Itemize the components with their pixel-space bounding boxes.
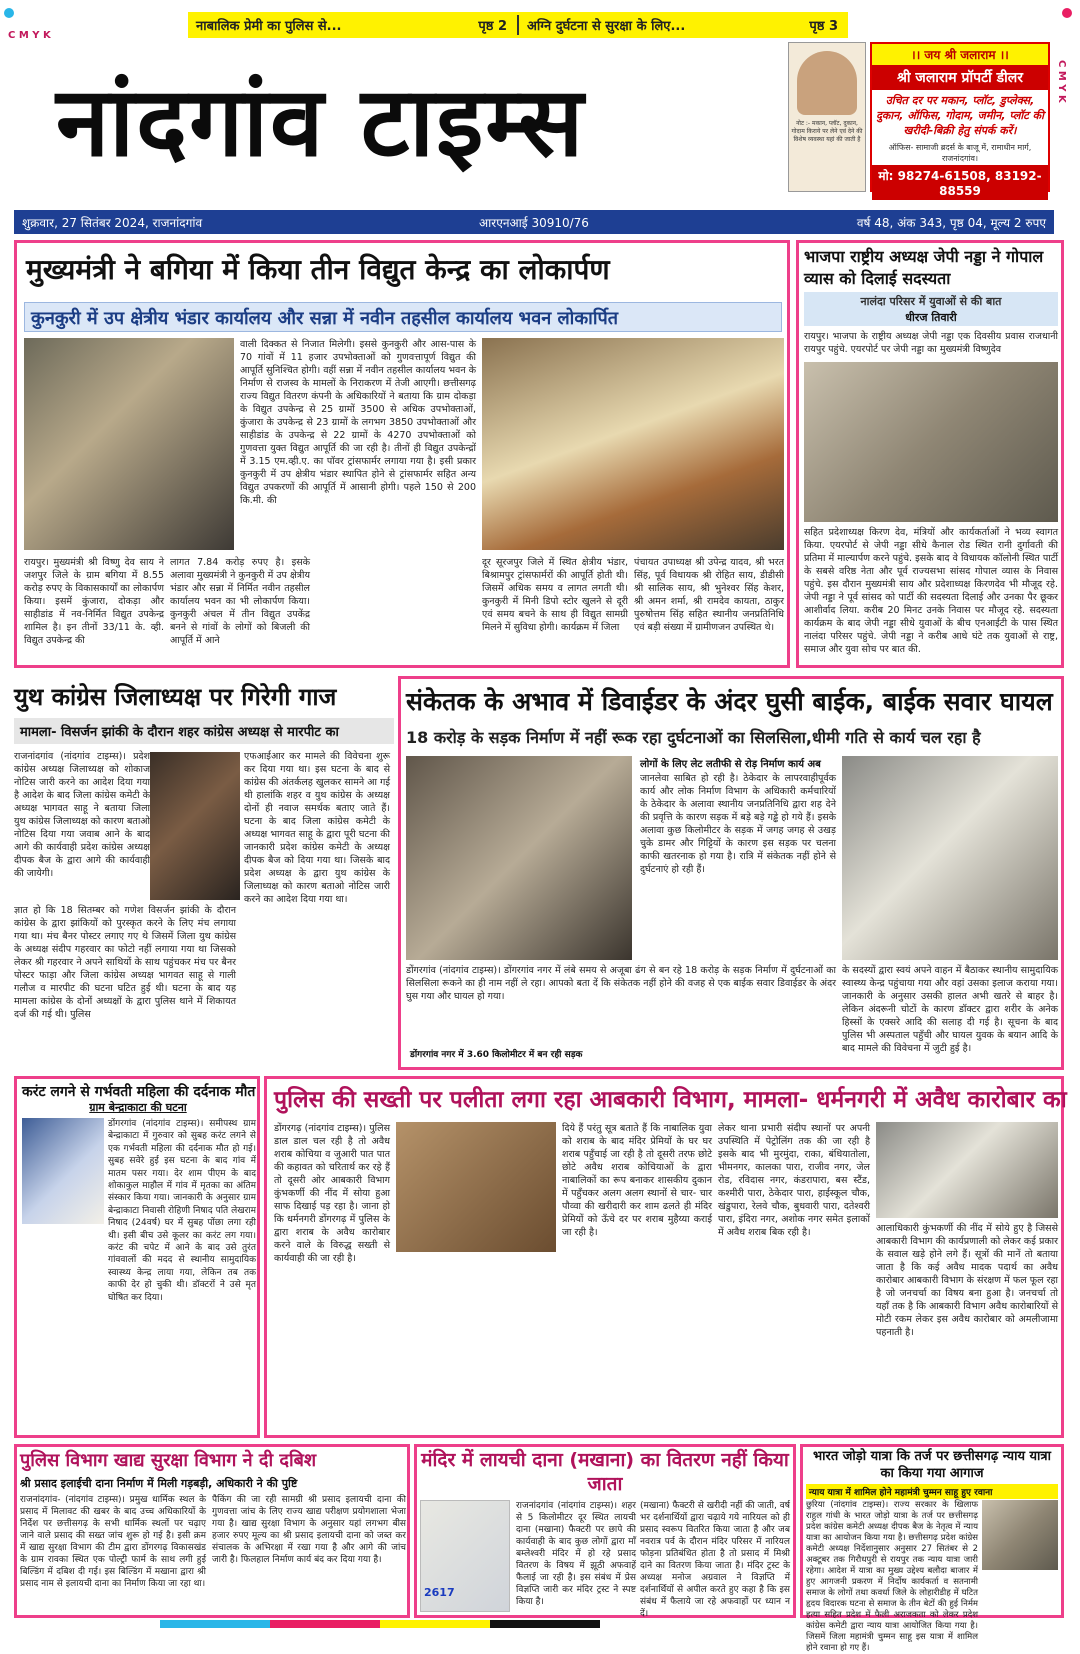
color-bar-magenta <box>270 1620 380 1628</box>
story6-col1: डोंगरगढ़ (नांदगांव टाइम्स)। पुलिस डाल डाल चल रही है तो अवैध शराब कोचिया व जुआरी पात पात की कहावत को चरितार्थ कर रहे हैं तो दूसरी ओर आबकारी विभाग कुंभकर्णी की नींद में सोया हुआ साफ दिखाई पड़ रहा है। जाना हो कि धर्मनगरी डोंगरगढ़ में पुलिस के द्वारा शराब के अवैध कारोबार करने वाले के विरुद्ध सख्ती से कार्यवाही की जा रही है। <box>274 1123 390 1264</box>
story7-subheadline: श्री प्रसाद इलाईची दाना निर्माण में मिली गड़बड़ी, अधिकारी ने की पुष्टि <box>20 1477 298 1490</box>
story8-stamp-number: 2617 <box>424 1586 455 1599</box>
portrait-note: नोट :- मकान, प्लॉट, दुकान, गोदाम किराये पर लेने एवं देने की विशेष व्यवस्था यहां की जाती है <box>791 120 863 143</box>
story6-col2: दिये हैं परंतु सूत्र बताते हैं कि नाबालिक युवा को शराब के बाद मंदिर प्रेमियों के घर घर शराब पहुँचाई जा रही है तो दूसरी तरफ छोटे छोटे अवैध शराब कोचियाओं के द्वारा नाबालिकों का रूप बनाकर शासकीय दुकान में पहुँचकर अलग अलग स्थानों से चार- चार पौव्वा की खरीदारी कर शाम ढलते ही मंदिर प्रेमियों को ऊँचे दर पर शराब मुहैय्या कराई जा रही है। <box>562 1123 712 1238</box>
story1-col2: लागत 7.84 करोड़ रुपए है। इसके अलावा मुख्यमंत्री ने कुनकुरी में उप क्षेत्रीय भंडार और सन्ना में निर्मित नवीन तहसील कार्यालय भवन का भी लोकार्पण किया। कुनकुरी अंचल में तीन विद्युत उपकेंद्र बनने से गांवों के लोगों को बिजली की आपूर्ति में आने <box>170 557 310 646</box>
cmyk-mark-left: C M Y K <box>8 30 51 41</box>
story2-text-top: रायपुर। भाजपा के राष्ट्रीय अध्यक्ष जेपी नड्डा एक दिवसीय प्रवास राजधानी रायपुर पहुंचे. एयरपोर्ट पर जेपी नड्डा का मुख्यमंत्री विष्णुदेव <box>804 331 1058 355</box>
story7-col2: पैकिंग की जा रही सामग्री श्री प्रसाद इलायची दाना की गुणवत्ता जांच के लिए राज्य खाद्य परीक्षण प्रयोगशाला भेजा गया है। खाद्य सुरक्षा विभाग के अनुसार यहां लगभग बीस हजार रुपए मूल्य का श्री प्रसाद इलायची दाना को जब्त कर संचालक के अभिरक्षा में रखा गया है और आगे की जांच जारी है। फिलहाल निर्माण कार्य बंद कर दिया गया है। <box>212 1495 406 1565</box>
story7-headline[interactable]: पुलिस विभाग खाद्य सुरक्षा विभाग ने दी दबिश <box>20 1450 317 1471</box>
story4-col1: डोंगरगांव (नांदगांव टाइम्स)। डोंगरगांव नगर में लंबे समय से अजूबा ढंग से बन रहे 18 करोड़ के सड़क निर्माण में दुर्घटनाओं का सिलसिला रूकने का ही नाम नहीं ले रहा। आपको बता दें कि संकेतक नहीं होने की वजह से एक बाईक सवार डिवाईडर के अंदर घुस गया और घायल हो गया। <box>406 965 836 1002</box>
cmyk-mark-right: C M Y K <box>1056 60 1067 103</box>
ad-phone: मो: 98274-61508, 83192-88559 <box>872 165 1048 200</box>
story9-photo <box>982 1500 1058 1570</box>
story1-col1: रायपुर। मुख्यमंत्री श्री विष्णु देव साय ने जशपुर जिले के ग्राम बगिया में 8.55 करोड़ रुपए के विकासकार्यों का लोकार्पण किया। इसमें कुंजारा, दोकड़ा और साहीडांड में नव-निर्मित विद्युत उपकेन्द्र शामिल है। इन तीनों 33/11 के. व्ही. विद्युत उपकेन्द्र की <box>24 557 164 646</box>
story1-photo-plaques <box>24 338 234 550</box>
story6-col4: आलाधिकारी कुंभकर्णी की नींद में सोये हुए है जिससे आबकारी विभाग की कार्यप्रणाली को लेकर कई प्रकार के सवाल खड़े होने लगे हैं। सूत्रों की मानें तो बताया जाता है कि कई अवैध मादक पदार्थ का अवैध कारोबार आबकारी विभाग के संरक्षण में फल फूल रहा है जो जनचर्चा का विषय बना हुआ है। जनचर्चा तो यहाँ तक है कि आबकारी विभाग अवैध कारोबारियों से मोटी रकम लेकर इस अवैध कारोबार को अमलीजामा पहनाती है। <box>876 1223 1058 1338</box>
story4-headline[interactable]: संकेतक के अभाव में डिवाईडर के अंदर घुसी बाईक, बाईक सवार घायल <box>406 687 1053 716</box>
registration-dot-cyan <box>4 8 14 18</box>
story2-photo <box>804 362 1058 522</box>
issue-rni: आरएनआई 30910/76 <box>479 215 589 230</box>
story4-intro: लोगों के लिए लेट लतीफी से रोड़ निर्माण कार्य अब <box>640 759 821 770</box>
story2-subheadline: नालंदा परिसर में युवाओं से की बात <box>804 292 1058 310</box>
story8-col2: (मखाना) फैक्टरी से खरीदी नहीं की जाती, वर्ष भर दर्शनार्थियों द्वारा चढ़ाये गये नारियल को ही प्रसाद स्वरूप वितरित किया जाता है और जब नवरात्र पर्व के दौरान मंदिर परिसर में नारियल फोड़ना प्रतिबंधित होता है तो प्रसाद में मिश्री दाने का वितरण किया जाता है। मंदिर ट्रस्ट के अध्यक्ष मनोज अग्रवाल ने विज्ञप्ति में दर्शनार्थियों से अपील करते हुए कहा है कि इस संबंध में फैलाये जा रहे अफवाहों पर ध्यान न दें। <box>640 1501 790 1619</box>
story1-col5: पंचायत उपाध्यक्ष श्री उपेन्द्र यादव, श्री भरत सिंह, पूर्व विधायक श्री रोहित साय, डीडीसी श्री सालिक साय, श्री भुनेश्वर सिंह केशर, श्री अमन शर्मा, श्री रामदेव कायता, ठाकुर पुरुषोत्तम सिंह सहित स्थानीय जनप्रतिनिधि एवं बड़ी संख्या में ग्रामीणजन उपस्थित थे। <box>634 557 784 633</box>
color-bar-cyan <box>160 1620 270 1628</box>
teaser-left-text: नाबालिक प्रेमी का पुलिस से... <box>196 19 342 34</box>
teaser-right-page: पृष्ठ 3 <box>809 19 838 34</box>
issue-date: शुक्रवार, 27 सितंबर 2024, राजनांदगांव <box>22 215 203 230</box>
property-dealer-ad <box>870 42 1050 198</box>
story4-photo-road <box>842 756 1058 960</box>
story4-col2: जानलेवा साबित हो रही है। ठेकेदार के लापरवाहीपूर्वक कार्य और लोक निर्माण विभाग के अधिकारी कर्मचारियों के ठेकेदार के अलावा स्थानीय जनप्रतिनिधि द्वारा शह देने की प्रवृत्ति के कारण सड़क में बड़े बड़े गड्ढे हो गये हैं। इसके अलावा कुछ किलोमीटर के सड़क में जगह जगह से उखड़ चुके डामर और गिट्टियों के कारण इस सड़क पर चलना काफी खतरनाक हो गया है। रात्रि में संकेतक नहीं होने से दुर्घटनाएं हो रही हैं। <box>640 773 836 875</box>
story5-headline[interactable]: करंट लगने से गर्भवती महिला की दर्दनाक मौत <box>22 1084 256 1100</box>
registration-dot-magenta <box>1062 8 1072 18</box>
story5-photo <box>22 1118 104 1224</box>
story9-headline[interactable]: भारत जोड़ो यात्रा कि तर्ज पर छत्तीसगढ़ न्याय यात्रा का किया गया आगाज <box>813 1449 1051 1481</box>
story1-col3a: वाली दिक्कत से निजात मिलेगी। इससे कुनकुरी और आस-पास के 70 गांवों में 11 हजार उपभोक्ताओं को गुणवत्तापूर्ण विद्युत की आपूर्ति सुनिश्चित होगी। वहीं सन्ना में नवीन तहसील कार्यालय भवन के निर्माण से राजस्व के मामलों के निराकरण में तेजी आएगी। छत्तीसगढ़ राज्य विद्युत वितरण कंपनी के अधिकारियों ने बताया कि ग्राम दोकड़ा के विद्युत उपकेन्द्र से 25 ग्रामों 3500 से अधिक उपभोक्ताओं, कुंजारा के उपकेन्द्र से 23 ग्रामों के लगभग 3850 उपभोक्ताओं और साहीडांड के उपकेन्द्र से 22 ग्रामों के 4270 उपभोक्ताओं को गुणवत्ता युक्त विद्युत आपूर्ति की जा रही है। तीनों ही विद्युत उपकेन्द्रों में 3.15 एम.व्ही.ए. का पॉवर ट्रांसफार्मर लगाया गया है। इसी प्रकार कुनकुरी में उप क्षेत्रीय भंडार स्थापित होने से ट्रांसफार्मर सहित अन्य विद्युत उपकरणों की आपूर्ति में आसानी होगी। पहले 150 से 200 कि.मी. की <box>240 339 476 506</box>
story4-subheadline: 18 करोड़ के सड़क निर्माण में नहीं रूक रहा दुर्घटनाओं का सिलसिला,धीमी गति से कार्य चल रहा है <box>406 728 981 747</box>
story1-photo-ceremony <box>482 338 784 550</box>
portrait-photo <box>797 51 857 115</box>
teaser-left[interactable] <box>188 16 517 34</box>
teaser-right[interactable] <box>519 16 848 34</box>
story2-byline: धीरज तिवारी <box>804 310 1058 326</box>
story6-photo-liquor <box>396 1122 556 1252</box>
color-bar-yellow <box>380 1620 490 1628</box>
story3-photo <box>150 752 240 900</box>
ad-body: उचित दर पर मकान, प्लॉट, डुप्लेक्स, दुकान, ऑफिस, गोदाम, जमीन, प्लॉट की खरीदी-बिक्री हेतु संपर्क करें। <box>876 94 1044 137</box>
issue-details: वर्ष 48, अंक 343, पृष्ठ 04, मूल्य 2 रुपए <box>856 215 1046 230</box>
story5-subheadline: ग्राम बेन्द्राकाटा की घटना <box>89 1101 187 1114</box>
ad-address: ऑफिस- सामाजी ब्रदर्स के बाजू में, रामाधीन मार्ग, राजनांदगांव। <box>888 143 1032 163</box>
story6-col3: लेकर थाना प्रभारी संदीप स्थानों पर अपनी उपस्थिति में पेट्रोलिंग तक की जा रही है इसके बाद भी मुरमुंदा, राका, बंधियातोला, भीमनगर, कालका पारा, राजीव नगर, जेल रोड, रविदास नगर, कंडरापारा, बस स्टैंड, कश्मीरी पारा, ठेकेदार पारा, हाईस्कूल चौक, खंडुपारा, रेलवे चौक, बुधवारी पारा, दतेश्वरी पारा, इंदिरा नगर, अशोक नगर समेत इलाकों में अवैध शराब बिक रही है। <box>718 1123 870 1238</box>
story2-headline[interactable]: भाजपा राष्ट्रीय अध्यक्ष जेपी नड्डा ने गोपाल व्यास को दिलाई सदस्यता <box>804 247 1044 288</box>
portrait-block <box>788 42 866 192</box>
story3-col1: राजनांदगांव (नांदगांव टाइम्स)। प्रदेश कांग्रेस अध्यक्ष जिलाध्यक्ष को शोकाज नोटिस जारी करने का आदेश दिया गया है आदेश के बाद जिला कांग्रेस कमेटी के अध्यक्ष भागवत साहू ने बताया जिला युथ कांग्रेस जिलाध्यक्ष को कारण बताओ नोटिस दिया गया जवाब आने के बाद आगे की कार्यवाही प्रदेश कांग्रेस अध्यक्ष दीपक बैज के द्वारा आगे की कार्यवाही की जायेगी। <box>14 751 150 879</box>
issue-info-bar <box>14 210 1054 234</box>
story1-headline[interactable]: मुख्यमंत्री ने बगिया में किया तीन विद्युत केन्द्र का लोकार्पण <box>26 253 610 286</box>
story8-headline[interactable]: मंदिर में लायची दाना (मखाना) का वितरण नहीं किया जाता <box>421 1449 789 1495</box>
story6-headline[interactable]: पुलिस की सख्ती पर पलीता लगा रहा आबकारी विभाग, मामला- धर्मनगरी में अवैध कारोबार का <box>274 1087 1067 1113</box>
ad-header: ।। जय श्री जलाराम ।। <box>872 44 1048 65</box>
teaser-left-page: पृष्ठ 2 <box>478 19 507 34</box>
story4-col3: के सदस्यों द्वारा स्वयं अपने वाहन में बैठाकर स्थानीय सामुदायिक स्वास्थ्य केन्द्र पहुंचाया गया और वहां उसका इलाज कराया गया। जानकारी के अनुसार उसकी हालत अभी खतरे से बाहर है। लेकिन अंदरूनी चोटों के कारण डॉक्टर द्वारा शरीर के अनेक हिस्सों के एक्सरे आदि की सलाह दी गई है। सूचना के बाद पुलिस भी अस्पताल पहुँची और घायल युवक के बयान आदि के बाद मामले की विवेचना में जुटी हुई है। <box>842 965 1058 1054</box>
ad-name: श्री जलाराम प्रॉपर्टी डीलर <box>872 65 1048 90</box>
story1-subheadline: कुनकुरी में उप क्षेत्रीय भंडार कार्यालय और सन्ना में नवीन तहसील कार्यालय भवन लोकार्पित <box>24 302 782 332</box>
story6-photo-shop <box>876 1122 1058 1218</box>
story3-col2: ज्ञात हो कि 18 सितम्बर को गणेश विसर्जन झांकी के दौरान कांग्रेस के द्वारा झांकियों को पुरस्कृत करने के लिए मंच लगाया गया था। मंच बैनर पोस्टर लगाए गए थे जिसमें जिला युथ कांग्रेस के अध्यक्ष संदीप गहरवार का फोटो नहीं लगाया गया था जिसको लेकर श्री गहरवार ने अपने साथियों के साथ पहुंचकर मंच पर बैनर पोस्टर फाड़ा और जिला कांग्रेस अध्यक्ष भागवत साहू से गाली गलौज व मारपीट की घटना घटित हुई थी। घटना के बाद यह मामला कांग्रेस के दोनों अध्यक्षों के द्वारा पुलिस थाने में शिकायत दर्ज की गई थी। पुलिस <box>14 905 236 1020</box>
story4-caption: डोंगरगांव नगर में 3.60 किलोमीटर में बन रही सड़क <box>406 1046 586 1061</box>
story8-col1: राजनांदगांव (नांदगांव टाइम्स)। शहर से 5 किलोमीटर दूर स्थित लायची दाना (मखाना) फैक्टरी पर छापे की कार्यवाही के बाद कुछ लोगों द्वारा माँ बम्लेश्वरी मंदिर में हो रहे प्रसाद वितरण के विषय में झूठी अफवाहें फैलाई जा रही है। इस संबंध में प्रेस विज्ञप्ति जारी कर मंदिर ट्रस्ट ने स्पष्ट किया है। <box>516 1501 636 1607</box>
story9-subheadline: न्याय यात्रा में शामिल होने महामंत्री चुम्मन साहू हुए रवाना <box>806 1484 1058 1499</box>
masthead-title: नांदगांव टाइम्स <box>56 65 586 178</box>
story1-col4: दूर सूरजपुर जिले में स्थित क्षेत्रीय भंडार, बिश्रामपुर ट्रांसफार्मरों की आपूर्ति होती थी। जिसमें अधिक समय व लागत लगती थी। कुनकुरी में मिनी डिपो स्टोर खुलने से दूरी एवं समय बचने के साथ ही विद्युत सामग्री मिलने में सुविधा होगी। कार्यक्रम में जिला <box>482 557 628 633</box>
story3-subheadline: मामला- विसर्जन झांकी के दौरान शहर कांग्रेस अध्यक्ष से मारपीट का <box>14 718 394 744</box>
teaser-right-text: अग्नि दुर्घटना से सुरक्षा के लिए... <box>527 19 686 34</box>
story2-text: सहित प्रदेशाध्यक्ष किरण देव, मंत्रियों और कार्यकर्ताओं ने भव्य स्वागत किया. एयरपोर्ट से जेपी नड्डा सीधे कैनाल रोड स्थित रानी दुर्गावती की प्रतिमा में माल्यार्पण करने पहुंचे. इसके बाद वे विधायक कॉलोनी स्थित पार्टी के सबसे वरिष्ठ नेता और पूर्व राज्यसभा सांसद गोपाल व्यास के निवास पहुंचे. इस दौरान मुख्यमंत्री साय और प्रदेशाध्यक्ष किरणदेव भी मौजूद रहे. जेपी नड्डा ने पूर्व सांसद को पार्टी की सदस्यता दिलाई और उनका पैर छूकर आशीर्वाद लिया. करीब 20 मिनट उनके निवास पर मौजूद रहे. सदस्यता कार्यक्रम के बाद जेपी नड्डा सीधे युवाओं के बीच एनआईटी के पास स्थित नालंदा परिसर पहुंचे. जेपी नड्डा ने करीब आधे घंटे तक युवाओं से राष्ट्र, समाज और युवा सोच पर बात की. <box>804 527 1058 655</box>
story9-text: छुरिया (नांदगांव टाइम्स)। राज्य सरकार के खिलाफ राहुल गांधी के भारत जोड़ो यात्रा के तर्ज पर छत्तीसगढ़ प्रदेश कांग्रेस कमेटी अध्यक्ष दीपक बैज के नेतृत्व में न्याय यात्रा का आयोजन किया गया है। छत्तीसगढ़ प्रदेश कांग्रेस कमेटी अध्यक्ष निर्देशानुसार अनुसार 27 सितंबर से 2 अक्टूबर तक गिरौधपुरी से रायपुर तक न्याय यात्रा जारी रहेगा। आदेश में यात्रा का मुख्य उद्देश्य बलौदा बाजार में हुए आगजनी प्रकरण में निर्दोष कार्यकर्ता व सतनामी समाज के लोगों तथा कवर्धा जिले के लोहारीडीह में घटित हृदय विदारक घटना से समाज के तीन बेटों की हुई निर्मम हत्या सहित प्रदेश में फैली अराजकता को लेकर प्रदेश कांग्रेस कमेटी द्वारा न्याय यात्रा आयोजित किया गया है। जिसमें जिला महामंत्री चुम्मन साहू इस यात्रा में शामिल होने रवाना हो गए हैं। <box>806 1500 978 1653</box>
teaser-bar <box>188 12 848 38</box>
story7-col1: राजनांदगांव- (नांदगांव टाइम्स)। प्रमुख धार्मिक स्थल के प्रसाद में मिलावट की खबर के बाद उच्च अधिकारियों के निर्देश पर छत्तीसगढ़ के सभी धार्मिक स्थलों पर चढ़ाए जाने वाले प्रसाद की सख्त जांच शुरू हो गई है। इसी क्रम में खाद्य सुरक्षा विभाग की टीम द्वारा डोंगरगढ़ विकासखंड के ग्राम रावका स्थित एक पोल्ट्री फार्म के साथ लगी हुई बिल्डिंग में दबिश दी गई। इस बिल्डिंग में मखाना द्वारा श्री प्रसाद नाम से इलायची दाना का निर्माण किया जा रहा था। <box>20 1495 206 1589</box>
story3-headline[interactable]: युथ कांग्रेस जिलाध्यक्ष पर गिरेगी गाज <box>14 683 337 711</box>
color-bar-black <box>490 1620 600 1628</box>
story5-text: डोंगरगांव (नांदगांव टाइम्स)। समीपस्थ ग्राम बेन्द्राकाटा में गुरुवार को सुबह करंट लगने से एक गर्भवती महिला की दर्दनाक मौत हो गई। सुबह सवेरे हुई इस घटना के बाद गांव में मातम पसर गया। देर शाम पीएम के बाद शोकाकुल माहौल में गांव में मृतका का अंतिम संस्कार किया गया। जानकारी के अनुसार ग्राम बेन्द्राकाटा निवासी रोहिणी निषाद पति लेखराम निषाद (24वर्ष) घर में सुबह पोंछा लगा रही थी। इसी बीच उसे कूलर का करंट लग गया। करंट की चपेट में आने के बाद उसे तुरंत गांववालों की मदद से स्थानीय सामुदायिक स्वास्थ्य केन्द्र लाया गया, लेकिन तब तक काफी देर हो चुकी थी। डॉक्टरों ने उसे मृत घोषित कर दिया। <box>108 1119 256 1303</box>
story4-photo-injured <box>406 756 632 960</box>
story3-col3: एफआईआर कर मामले की विवेचना शुरू कर दिया गया था। इस घटना के बाद से कांग्रेस की अंतर्कलह खुलकर सामने आ गई थी हालांकि शहर व युथ कांग्रेस के अध्यक्ष दोनों ही नवाज समर्थक बताए जाते हैं। घटना के बाद जिला कांग्रेस कमेटी के अध्यक्ष भागवत साहू के द्वारा पूरी घटना की जानकारी प्रदेश कांग्रेस कमेटी के अध्यक्ष दीपक बैज को दिया गया था। जिसके बाद प्रदेश अध्यक्ष के द्वारा युथ कांग्रेस के जिलाध्यक्ष को कारण बताओ नोटिस जारी करने का आदेश दिया गया था। <box>244 751 390 905</box>
story1-col3b <box>316 556 476 662</box>
